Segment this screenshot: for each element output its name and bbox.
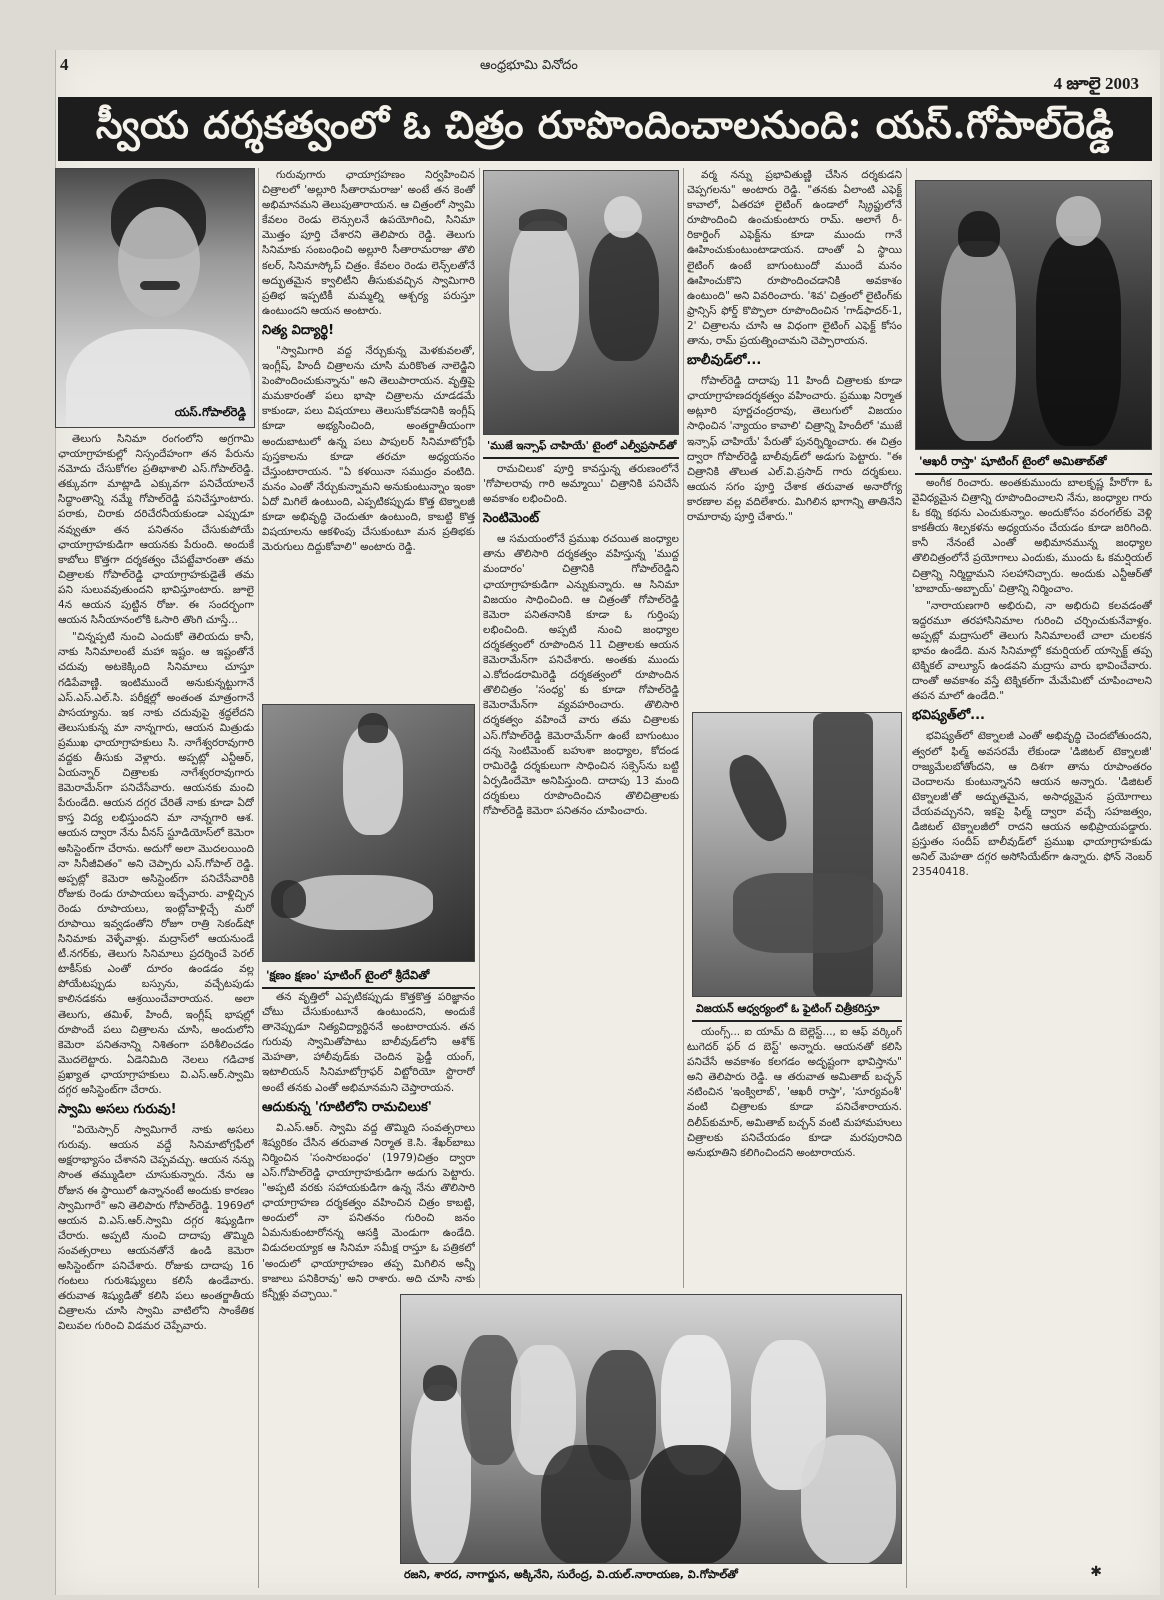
article-paragraph: "చిన్నప్పటి నుంచి ఎందుకో తెలియదు కానీ, నాకు సినిమాలంటే మహా ఇష్టం. ఆ ఇష్టంతోనే చదువు అటకెక్కింది సినిమాలు చూస్తూ గడిపేవాణ్ణి. ఇంటిముందే అనుకున్నట్టుగానే ఎస్.ఎస్.ఎల్.సి. పరీక్షల్లో అంతంత మాత్రంగానే పాసయ్యాను. ఇక నాకు చదువుపై శ్రద్ధలేదని తెలుసుకున్న మా నాన్నగారు, ఆయన మిత్రుడు ప్రముఖ ఛాయాగ్రాహకులు సి. నాగేశ్వరరావుగారి వద్దకు తీసుకు వెళ్లారు. అప్పట్లో ఎన్టీఆర్, ఏయన్నార్ చిత్రాలకు నాగేశ్వరరావుగారు కెమెరామేన్‌గా పనిచేసేవారు. ఆయనకు మంచి పేరుండేది. ఆయన దగ్గర చేరితే నాకు కూడా ఏదో కాస్త విద్య లభిస్తుందని మా నాన్నగారి ఆశ. ఆయన ద్వారా నేను వీనస్ స్టూడియోస్‌లో కెమెరా అసిస్టెంట్‌గా చేరాను. అదుగో అలా మొదలయింది నా సినీజీవితం" అని చెప్పారు ఎస్.గోపాల్ రెడ్డి. అప్పట్లో కెమెరా అసిస్టెంట్‌గా పనిచేసేవారికి రోజుకు రెండు రూపాయలు ఇచ్చేవారు. వాళ్లిచ్చిన రెండు రూపాయలు, ఇంట్లోవాళ్లిచ్చే మరో రూపాయి ఇవ్వడంతోని రోజూ రాత్రి సెకండ్‌షో సినిమాకు వెళ్ళేవాళ్లు. మద్రాస్‌లో ఆయనుండే టీ.నగర్‌కు, తెలుగు సినిమాలు ప్రదర్శించే పెరల్ టాకీస్‌కు ఎంతో దూరం ఉండడం వల్ల పోయేటప్పుడు బస్సును, వచ్చేటపుడు కాలినడకను ఆశ్రయించేవారాయన. అలా తెలుగు, తమిళ్, హిందీ, ఇంగ్లీష్ భాషల్లో రూపొందే పలు చిత్రాలను చూసి, అందులోని కెమెరా పనితనాన్ని నిశితంగా పరిశీలించడం మొదలెట్టారు. ఏడెనిమిది నెలలు గడిచాక ప్రఖ్యాత ఛాయాగ్రాహకులు వి.ఎస్.ఆర్.స్వామి దగ్గర అసిస్టెంట్‌గా చేరారు.: [58, 631, 254, 1097]
headline: స్వీయ దర్శకత్వంలో ఓ చిత్రం రూపొందించాలనుంది: యస్.గోపాల్‌రెడ్డి: [58, 97, 1152, 161]
person-head: [423, 1365, 457, 1401]
article-paragraph: "స్వామిగారి వద్ద నేర్చుకున్న మెళకువలతో, ఇంగ్లీష్, హిందీ చిత్రాలను చూసి మరికొంత నాలెడ్జిని పెంపొందించుకున్నాను" అని తెలుపారాయన. వృత్తిపై మమకారంతో పలు భాషా చిత్రాలను చూడడమే కాకుండా, పలు విషయాలు తెలుసుకోవడానికి ఇంగ్లీష్ కూడా అభ్యసించింది, అంతర్జాతీయంగా అందుబాటులో ఉన్న పలు పాపులర్ సినిమాటోగ్రఫీ పుస్తకాలను కూడా తరచూ అధ్యయనం చేస్తుంటారాయన. "ఏ కళయినా సముద్రం వంటిది. మనం ఎంతో నేర్చుకున్నామని అనుకుంటున్నాం ఇంకా ఏదో మిగిలే ఉంటుంది, ఎప్పటికప్పుడు కొత్త టెక్నాలజీ కూడా అభివృద్ధి చెందుతూ ఉంటుంది, కాబట్టి కొత్త విషయాలను ఆకళింపు చేసుకుంటూ మన ప్రతిభకు మెరుగులు దిద్దుకోవాలి" అంటారు రెడ్డి.: [262, 344, 475, 554]
page-number: 4: [60, 55, 69, 74]
column-1: [58, 432, 254, 1587]
column-5: [912, 476, 1152, 1588]
caption-portrait: యస్.గోపాల్‌రెడ్డి: [174, 405, 246, 419]
article-paragraph: తన వృత్తిలో ఎప్పటికప్పుడు కొత్తకొత్త పరిజ్ఞానం చోటు చేసుకుంటూనే ఉంటుందని, అందుకే తానెప్పుడూ నిత్యవిద్యార్థిననే అంటారాయన. తన గురువు స్వామితోపాటు బాలీవుడ్‌లోని ఆశోక్ మెహతా, హాలీవుడ్‌కు చెందిన ఫ్రెడ్డీ యంగ్, ఇటాలియన్ సినిమాటోగ్రాఫర్ విట్టోరియో స్టొరారో అంటే తనకు ఎంతో అభిమానమని చెప్తారాయన.: [262, 991, 475, 1094]
column-2-top: [262, 168, 475, 698]
section-heading: బాలీవుడ్‌లో...: [687, 353, 762, 369]
article-paragraph: అంగీక రించారు. అంతకుముందు బాలకృష్ణ హీరోగా ఓ వైవిధ్యమైన చిత్రాన్ని రూపొందించాలని నేను, జంధ్యాల గారు ఓ కథ్ని కథను ఎంచుకున్నాం. అందుకోసం వరంగల్‌కు వెళ్లి కాకతీయ శిల్పకళను అధ్యయనం చేయడం కూడా జరిగింది. కానీ నేనంటే ఎంతో అభిమానమున్న జంధ్యాల తొలిచిత్రంలోనే ప్రయోగాలు ఎందుకు, ముందు ఓ కమర్షియల్ చిత్రాన్ని నిర్మిద్దామని సలహానిచ్చారు. అందుకు ఎన్టీఆర్‌తో 'బాబాయ్-అబ్బాయ్' చిత్రాన్ని నిర్మించాం.: [912, 477, 1152, 595]
caption-lv-prasad: 'ముజే ఇన్సాఫ్ చాహియే' టైంలో ఎల్వీప్రసాద్‌తో: [483, 438, 679, 459]
section-heading: ఆదుకున్న 'గూటిలోని రామచిలుక': [262, 1099, 432, 1115]
person-seated: [541, 1445, 631, 1564]
column-rule: [906, 168, 907, 1588]
article-paragraph: ఆ సమయంలోనే ప్రముఖ రచయిత జంధ్యాల తాను తొలిసారి దర్శకత్వం వహిస్తున్న 'ముద్ద మందారం' చిత్రానికి గోపాల్‌రెడ్డిని ఛాయాగ్రాహకుడిగా ఎన్నుకున్నారు. ఆ సినిమా విజయం సాధించింది. ఆ చిత్రంతో గోపాల్‌రెడ్డి కెమెరా పనితనానికి కూడా ఓ గుర్తింపు లభించింది. అప్పటి నుంచి జంధ్యాల దర్శకత్వంలో రూపొందిన 11 చిత్రాలకు ఆయన కెమెరామేన్‌గా పనిచేశారు. అంతకు ముందు ఎ.కోదండరామిరెడ్డి దర్శకత్వంలో రూపొందిన తొలిచిత్రం 'సంధ్య' కు కూడా గోపాల్‌రెడ్డి కెమెరామేన్‌గా వ్యవహరించారు. తొలిసారి దర్శకత్వం వహించే వారు తమ చిత్రాలకు ఎస్.గోపాల్‌రెడ్డి కెమెరామేన్‌గా ఉంటే బాగుంటుం దన్న సెంటిమెంట్ బహుశా జంధ్యాల, కోదండ రామిరెడ్డి దర్శకులుగా సాధించిన సక్సెస్‌ను బట్టి ఏర్పడిందేమో అనిపిస్తుంది. దాదాపు 13 మంది దర్శకులు రూపొందించిన తొలిచిత్రాలకు గోపాల్‌రెడ్డి కెమెరా పనితనం చూపించారు.: [483, 533, 679, 817]
head-right: [604, 196, 642, 238]
column-4-bottom: [687, 1025, 902, 1290]
photo-lv-prasad: [483, 170, 679, 435]
person-seated: [801, 1435, 896, 1564]
tree-trunk: [813, 713, 873, 997]
hat: [519, 209, 567, 231]
column-rule: [479, 168, 480, 1288]
article-paragraph: రామచిలుక' పూర్తి కావస్తున్న తరుణంలోనే 'గోపాలరావు గారి అమ్మాయి' చిత్రానికి పనిచేసే అవకాశం లభించింది.: [483, 463, 679, 506]
section-heading: స్వామి అసలు గురువు!: [58, 1102, 177, 1118]
photo-kshanam-kshanam: [262, 704, 475, 962]
photo-portrait: [55, 168, 255, 428]
column-4-top: [687, 168, 902, 708]
article-paragraph: "వియెస్సార్ స్వామిగారే నాకు అసలు గురువు. ఆయన వద్దే సినిమాటోగ్రఫీలో అక్షరాభ్యాసం చేశానని చెప్పవచ్చు. ఆయన నన్ను సొంత తమ్ముడిలా చూసుకున్నారు. నేను ఆ రోజున ఈ స్థాయిలో ఉన్నానంటే అందుకు కారణం స్వామిగారే" అని తెలిపారు గోపాల్‌రెడ్డి. 1969లో ఆయన వి.ఎస్.ఆర్.స్వామి దగ్గర శిష్యుడిగా చేరారు. అప్పటి నుంచి దాదాపు తొమ్మిది సంవత్సరాలు ఆయనతోనే ఉండి కెమెరా అసిస్టెంట్‌గా పనిచేశారు. రోజుకు దాదాపు 16 గంటలు గురుశిష్యులు కలిసే ఉండేవారు. తరువాత శిష్యుడితో కలిసి పలు అంతర్జాతీయ చిత్రాలను చూసి స్వామి వాటిలోని సాంకేతిక విలువల గురించి విడమర చెప్పేవారు.: [58, 1124, 254, 1333]
article-paragraph: గోపాల్‌రెడ్డి దాదాపు 11 హిందీ చిత్రాలకు కూడా ఛాయాగ్రాహణదర్శకత్వం వహించారు. ప్రముఖ నిర్మాత అట్లూరి పూర్ణచంద్రరావు, తెలుగులో విజయం సాధించిన 'న్యాయం కావాలి' చిత్రాన్ని హిందీలో 'ముజే ఇన్సాఫ్ చాహియే' పేరుతో పునర్నిర్మించారు. ఈ చిత్రం ద్వారా గోపాల్‌రెడ్డి బాలీవుడ్‌లో అడుగు పెట్టారు. "ఈ చిత్రానికి తొలుత ఎల్.వి.ప్రసాద్ గారు దర్శకులు. ఆయన సగం పూర్తి చేశాక తరువాత అనారోగ్య కారణాల వల్ల వదిలేశారు. మిగిలిన భాగాన్ని తాతినేని రామారావు పూర్తి చేశారు.": [687, 375, 902, 523]
amitabh-head: [1056, 196, 1101, 246]
amitabh-figure: [1036, 236, 1121, 446]
caption-kshanam-kshanam: 'క్షణం క్షణం' షూటింగ్ టైంలో శ్రీదేవితో: [262, 966, 475, 989]
article-paragraph: తెలుగు సినిమా రంగంలోని అగ్రగామి ఛాయాగ్రాహకుల్లో నిస్సందేహంగా తన పేరును నమోదు చేసుకోగల ప్రతిభాశాలి ఎస్.గోపాల్‌రెడ్డి. తక్కువగా మాట్లాడి ఎక్కువగా పనిచేయాలనే సిద్ధాంతాన్ని నమ్మే గోపాల్‌రెడ్డి పనిచేస్తూంటారు. పరాకు, చిరాకు దరిచేరనీయకుండా ఎప్పుడూ నవ్వుతూ తన పనితనం చేసుకుపోయే ఛాయాగ్రాహకుడిగా ఆయనకు పేరుంది. అందుకే కాబోలు కొత్తగా దర్శకత్వం చేపట్టేవారంతా తమ చిత్రాలకు గోపాల్‌రెడ్డి ఛాయాగ్రాహకుడైతే తమ పని సులువవుతుందని భావిస్తూంటారు. జూలై 4న ఆయన పుట్టిన రోజు. ఈ సందర్భంగా ఆయన సినీయానంలోకి ఓసారి తొంగి చూస్తే...: [58, 433, 254, 627]
column-rule: [258, 168, 259, 1588]
caption-amitabh: 'ఆఖరీ రాస్తా' షూటింగ్ టైంలో అమితాబ్‌తో: [915, 452, 1152, 475]
column-3: [483, 462, 679, 1317]
crowd: [733, 873, 883, 953]
gopalreddy-head: [958, 211, 1000, 257]
person-seated: [641, 1445, 741, 1564]
photo-fight-scene: [692, 712, 902, 997]
stuntman: [721, 749, 795, 847]
sridevi-head: [271, 880, 306, 918]
section-heading: సెంటిమెంట్: [483, 511, 540, 527]
article-paragraph: వి.ఎస్.ఆర్. స్వామి వద్ద తొమ్మిది సంవత్సరాలు శిష్యరికం చేసిన తరువాత నిర్మాత కె.సి. శేఖర్‌బాబు నిర్మించిన 'సంసారబంధం' (1979)చిత్రం ద్వారా ఎస్.గోపాల్‌రెడ్డి ఛాయాగ్రాహకుడిగా అడుగు పెట్టారు. "అప్పటి వరకు సహాయకుడిగా ఉన్న నేను తొలిసారి ఛాయాగ్రాహణ దర్శకత్వం వహించిన చిత్రం కాబట్టి, అందులో నా పనితనం గురించి జనం ఏమనుకుంటారోనన్న ఆసక్తి మెండుగా ఉండేది. విడుదలయ్యాక ఆ సినిమా సమీక్ష రాస్తూ ఓ పత్రికలో 'అందులో ఛాయాగ్రాహణం తప్ప మిగిలిన అన్నీ కాజాలు పనికిరావు' అని రాశారు. అది చూసి నాకు కన్నీళ్లు వచ్చాయి.": [262, 1121, 475, 1300]
photo-group: [400, 1294, 902, 1564]
portrait-moustache: [140, 281, 180, 290]
figure-left: [509, 221, 579, 371]
section-heading: భవిష్యత్‌లో...: [912, 708, 985, 724]
gopalreddy-figure: [941, 241, 1016, 441]
section-heading: నిత్య విద్యార్థి!: [262, 322, 335, 338]
column-rule: [683, 168, 684, 1288]
article-paragraph: భవిష్యత్‌లో టెక్నాలజీ ఎంతో అభివృద్ధి చెందబోతుందని, త్వరలో ఫిల్మ్ అవసరమే లేకుండా 'డిజిటల్ టెక్నాలజీ' రాజ్యమేలబోతోందని, ఆ దిశగా తాను రూపాంతరం చెందాలను కుంటున్నానని ఆయన అన్నారు. 'డిజిటల్ టెక్నాలజీ'తో అద్భుతమైన, అసాధ్యమైన ప్రయోగాలు చేయవచ్చునని, ఇకపై ఫిల్మ్ ద్వారా వచ్చే సహజత్వం, డిజిటల్ టెక్నాలజీలో రాదని ఆయన అభిప్రాయపడ్డారు. ప్రస్తుతం సందీప్ బాలీవుడ్‌లో ప్రముఖ ఛాయాగ్రాహకుడు అనిల్ మెహతా దగ్గర అసోసియేట్‌గా ఉన్నారు. ఫోన్ నెంబర్ 23540418.: [912, 730, 1152, 879]
figure-right: [589, 231, 659, 361]
article-paragraph: "నారాయణగారి అభిరుచి, నా అభిరుచి కలవడంతో ఇద్దరమూ తరహాసినిమాల గురించి చర్చించుకునేవాళ్లం. అప్పట్లో మద్రాసులో తెలుగు సినిమాలంటే చాలా చులకన భావం ఉండేది. మన సినిమాల్లో కమర్షియల్ యాస్పెక్ట్ తప్ప టెక్నికల్ వాల్యూస్ ఉండవని మద్రాసు వారు భావించేవారు. దాంతో అవకాశం వస్తే టెక్నికల్‌గా మేమేమిటో చూపించాలని తపన మాలో ఉండేది.": [912, 599, 1152, 703]
decorative-star-icon: ✱: [1090, 1564, 1102, 1580]
caption-group: రజని, శారద, నాగార్జున, అక్కినేని, సురేంద్ర, వి.యల్.నారాయణ, వి.గోపాల్‌తో: [404, 1568, 738, 1581]
caption-fight-scene: విజయన్ ఆధ్వర్యంలో ఓ ఫైటింగ్ చిత్రీకరిస్తూ: [692, 1000, 902, 1022]
article-paragraph: వర్మ నన్ను ప్రభావితుణ్ణి చేసిన దర్శకుడని చెప్పగలను" అంటారు రెడ్డి. "తనకు ఏలాంటి ఎఫెక్ట్ కావాలో, ఏతరహా లైటింగ్ ఉండాలో స్క్రిప్టులోనే రూపొందించి ఉంచుకుంటారు రామ్. అలాగే రీ-రికార్డింగ్ ఎఫెక్ట్‌ను కూడా ముందు గానే ఊహించుకుంటుంటాడాయన. దాంతో ఏ స్థాయి లైటింగ్ ఉంటే బాగుంటుందో ముందే మనం ఊహించుకొని రూపొందించడానికి అవకాశం ఉంటుంది" అని వివరించారు. 'శివ' చిత్రంలో లైటింగ్‌కు ఫ్రాన్సిస్ ఫోర్డ్ కొప్పొలా రూపొందించిన 'గాడ్‌ఫాదర్-1, 2' చిత్రాలను చూసి ఆ విధంగా లైటింగ్ ఎఫెక్ట్ కోసం తాను, రామ్ ప్రయత్నించామని చెప్పారాయన.: [687, 169, 902, 348]
portrait-face: [118, 207, 200, 317]
issue-date: 4 జూలై 2003: [1053, 74, 1139, 93]
photo-amitabh: [915, 180, 1152, 450]
article-paragraph: యంగ్స్‌... ఐ యామ్ ది బెల్లెస్ట్..., ఐ ఆఫ్ వర్కింగ్ టుగెదర్ ఫర్ ద బెస్ట్' అన్నారు. ఆయనతో కలిసి పనిచేసే అవకాశం కలగడం అదృష్టంగా భావిస్తాను" అని తెలిపారు రెడ్డి. ఆ తరువాత అమితాబ్ బచ్చన్ నటించిన 'ఇంక్విలాబ్', 'ఆఖరీ రాస్తా', 'సూర్యవంశీ' వంటి చిత్రాలకు కూడా పనిచేశారాయన. దిలీప్‌కుమార్, అమితాబ్ బచ్చన్ వంటి మహామహులు చిత్రాలకు పనిచేయడం కూడా మరపురానిది అనుభూతిని కలిగించిందని అంటారాయన.: [687, 1026, 902, 1159]
article-paragraph: గురువుగారు ఛాయాగ్రహణం నిర్వహించిన చిత్రాలలో 'అల్లూరి సీతారామరాజు' అంటే తన కెంతో అభిమానమని తెలుపుతారాయన. ఆ చిత్రంలో స్వామి కేవలం రెండు లెన్సులనే ఉపయోగించి, సినిమా మొత్తం పూర్తి చేశారని తెలిపారు రెడ్డి. తెలుగు సినిమాకు సంబంధించి అల్లూరి సీతారామరాజు తొలి కలర్, సినిమాస్కోప్ చిత్రం. కేవలం రెండు లెన్స్‌లతోనే అద్భుతమైన క్వాలిటీని తీసుకువచ్చిన స్వామిగారి ప్రతిభ ఇప్పటికీ మమ్మల్ని ఆశ్చర్య పరుస్తూ ఉంటుందని ఆయన అంటారు.: [262, 169, 475, 317]
paper-name: ఆంధ్రభూమి వినోదం: [480, 58, 578, 73]
actor-head: [358, 713, 388, 743]
